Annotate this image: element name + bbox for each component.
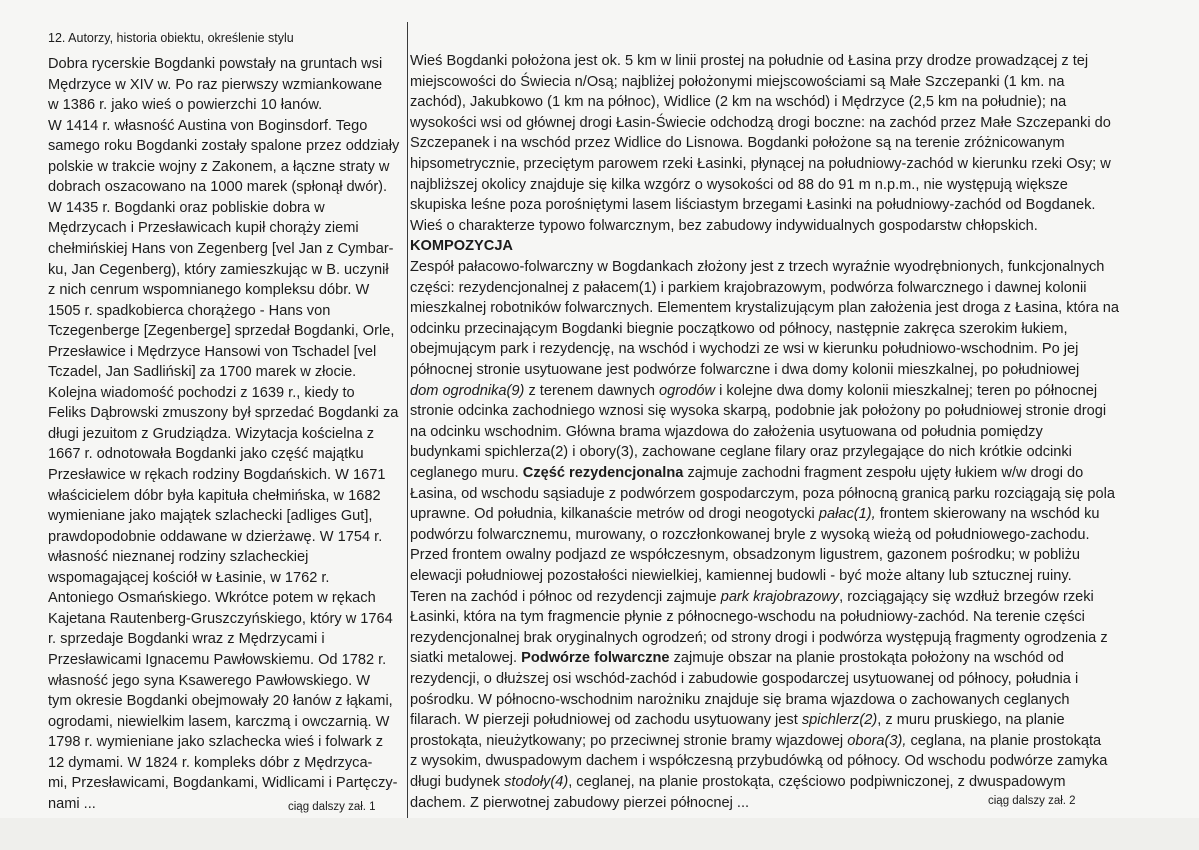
- composition-line: [410, 463, 1083, 483]
- history-line: ku, Jan Cegenberg), który zamieszkując w B. uczynił: [48, 261, 389, 278]
- text-segment: dachem. Z pierwotnej zabudowy pierzei północnej ...: [410, 794, 750, 811]
- history-line: Dobra rycerskie Bogdanki powstały na gruntach wsi: [48, 56, 383, 72]
- composition-line: [410, 587, 1094, 607]
- text-segment: zajmuje zachodni fragment zespołu ujęty łukiem w/w drogi do: [683, 465, 1084, 481]
- composition-line: [410, 422, 1043, 442]
- continued-note-1: ciąg dalszy zał. 1: [288, 801, 376, 813]
- text-segment: elewacji południowej pozostałości niewielkiej, kamiennej budowli - być może altany lub sztucznej ruiny.: [410, 568, 1072, 584]
- text-segment: stodoły(4): [504, 774, 569, 790]
- composition-line: [410, 545, 1080, 565]
- text-segment: pośrodku. W północno-wschodnim narożniku znajduje się brama wjazdowa o zachowanych ceglanych: [410, 691, 1070, 708]
- history-line: Przesławicami Ignacemu Pawłowskiemu. Od 1782 r.: [48, 651, 387, 668]
- composition-line: [410, 175, 1068, 195]
- text-segment: KOMPOZYCJA: [410, 238, 513, 255]
- composition-line: [410, 710, 1065, 730]
- composition-line: [410, 731, 1101, 751]
- composition-line: [410, 669, 1078, 689]
- history-line: Przesławice w rękach rodziny Bogdańskich. W 1671: [48, 467, 386, 483]
- history-line: 1505 r. spadkobierca chorążego - Hans von: [48, 302, 331, 319]
- text-segment: Łasina, od wschodu sąsiaduje z podwórzem gospodarczym, poza północną granicą parku rozciągają się pola: [410, 485, 1115, 502]
- page-bottom-margin: [0, 818, 1199, 850]
- text-segment: i kolejne dwa domy kolonii mieszkalnej; teren po północnej: [715, 382, 1098, 399]
- text-segment: na odcinku wschodnim. Główna brama wjazdowa do założenia usytuowana od południa pomiędzy: [410, 423, 1043, 440]
- text-segment: spichlerz(2): [801, 712, 878, 729]
- composition-line: [410, 319, 1068, 339]
- composition-line: [410, 154, 1111, 174]
- section-header: 12. Autorzy, historia obiektu, określenie stylu: [48, 31, 294, 45]
- composition-line: [410, 298, 1119, 318]
- history-line: tym okresie Bogdanki obejmowały 20 łanów z łąkami,: [48, 693, 393, 710]
- history-line: właścicielem dóbr była kapituła chełmińska, w 1682: [48, 487, 381, 504]
- composition-line: [410, 51, 1088, 71]
- composition-line: [410, 216, 1038, 236]
- text-segment: podwórzu folwarcznemu, murowany, o rozczłonkowanej bryle z wysoką wieżą od południowego-zachodu.: [410, 526, 1090, 543]
- composition-line: [410, 195, 1095, 215]
- text-segment: ogrodów: [659, 382, 716, 399]
- text-segment: północnej stronie usytuowane jest podwórze folwarczne i dwa domy kolonii mieszkalnej, po południowej: [410, 362, 1080, 378]
- history-line: nami ...: [48, 795, 96, 812]
- text-segment: Zespół pałacowo-folwarczny w Bogdankach złożony jest z trzech wyraźnie wyodrębnionych, funkcjonalnych: [410, 259, 1105, 275]
- column-divider: [407, 22, 408, 818]
- composition-line: [410, 401, 1106, 421]
- composition-line: [410, 793, 749, 813]
- text-segment: stronie odcinka zachodniego wznosi się wysoka skarpą, podobnie jak położony po południowej stronie drogi: [410, 403, 1107, 420]
- text-segment: budynkami spichlerza(2) i obory(3), zachowane ceglane filary oraz przylegające do nich krótkie odcinki: [410, 444, 1072, 461]
- composition-line: [410, 133, 1065, 153]
- composition-line: [410, 504, 1100, 524]
- history-line: własność jego syna Ksawerego Pawłowskiego. W: [48, 672, 371, 689]
- text-segment: mieszkalnej robotników folwarcznych. Elementem krystalizującym plan założenia jest droga z Łasina, która na: [410, 300, 1119, 317]
- text-segment: , ceglanej, na planie prostokąta, częściowo podpiwniczonej, z dwuspadowym: [568, 774, 1066, 790]
- history-line: chełmińskiej Hans von Zegenberg [vel Jan z Cymbar-: [48, 240, 394, 257]
- text-segment: Szczepanek i na wschód przez Widlice do Lisnowa. Bogdanki położone są na terenie zróżnicowanym: [410, 135, 1065, 152]
- history-line: r. sprzedaje Bogdanki wraz z Mędrzycami i: [48, 631, 325, 648]
- text-segment: części: rezydencjonalnej z pałacem(1) i parkiem krajobrazowym, podwórza folwarcznego i dawnej kolonii: [410, 279, 1087, 296]
- composition-line: [410, 772, 1065, 792]
- text-segment: Część rezydencjonalna: [522, 465, 684, 481]
- history-line: w 1386 r. jako wieś o powierzchi 10 łanów.: [48, 97, 323, 114]
- text-segment: siatki metalowej.: [410, 650, 522, 667]
- text-segment: obora(3),: [847, 732, 907, 749]
- composition-line: [410, 648, 1064, 668]
- text-segment: frontem skierowany na wschód ku: [875, 506, 1100, 523]
- history-line: polskie w trakcie wojny z Zakonem, a łączne straty w: [48, 158, 390, 175]
- text-segment: pałac(1),: [818, 506, 876, 523]
- composition-line: [410, 257, 1104, 277]
- history-line: długi jezuitom z Grudziądza. Wizytacja kościelna z: [48, 425, 375, 442]
- text-segment: Przed frontem owalny podjazd ze współczesnym, obsadzonym ligustrem, gazonem pośrodku; w pobliżu: [410, 547, 1081, 564]
- history-line: samego roku Bogdanki zostały spalone przez oddziały: [48, 138, 400, 155]
- text-segment: dom ogrodnika(9): [410, 382, 525, 399]
- composition-line: [410, 566, 1072, 586]
- composition-line: [410, 72, 1065, 92]
- text-segment: prostokąta, nieużytkowany; po przeciwnej stronie bramy wjazdowej: [410, 732, 848, 749]
- composition-line: [410, 360, 1079, 380]
- text-segment: Wieś Bogdanki położona jest ok. 5 km w linii prostej na południe od Łasina przy drodze prowadzącej z tej: [410, 53, 1089, 69]
- history-line: ogrodami, niewielkim lasem, karczmą i owczarnią. W: [48, 713, 390, 730]
- text-segment: zachód), Jakubkowo (1 km na północ), Widlice (2 km na wschód) i Mędrzyce (2,5 km na południe); na: [410, 94, 1067, 111]
- text-segment: filarach. W pierzeji południowej od zachodu usytuowany jest: [410, 712, 802, 729]
- history-line: Przesławice i Mędrzyce Hansowi von Tschadel [vel: [48, 343, 377, 360]
- text-segment: obejmującym park i rezydencję, na wschód i wychodzi ze wsi w kierunku południowo-wschodnim. Po jej: [410, 341, 1079, 358]
- text-segment: zajmuje obszar na planie prostokąta położony na wschód od: [669, 650, 1064, 667]
- composition-line: [410, 339, 1078, 359]
- text-segment: skupiska leśne poza porośniętymi lasem liściastym brzegami Łasinki na południowy-zachód od Bogdanek.: [410, 197, 1096, 214]
- text-segment: , z muru pruskiego, na planie: [877, 712, 1065, 729]
- continued-note-2: ciąg dalszy zał. 2: [988, 795, 1076, 807]
- text-segment: hipsometrycznie, przeciętym parowem rzeki Łasinki, płynącej na południowy-zachód w kierunku rzeki Osy; w: [410, 156, 1111, 172]
- composition-line: [410, 628, 1108, 648]
- history-line: Kajetana Rautenberg-Gruszczyńskiego, który w 1764: [48, 610, 393, 627]
- text-segment: odcinku przecinającym Bogdanki biegnie początkowo od północy, następnie zakręca szerokim łukiem,: [410, 320, 1068, 337]
- text-segment: rezydencjonalnej brak oryginalnych ogrodzeń; od strony drogi i podwórza występują fragmenty ogrodzenia z: [410, 629, 1108, 646]
- composition-line: [410, 92, 1066, 112]
- composition-line: [410, 381, 1097, 401]
- history-line: Antoniego Osmańskiego. Wkrótce potem w rękach: [48, 590, 376, 607]
- text-segment: ceglana, na planie prostokąta: [906, 732, 1102, 749]
- text-segment: Teren na zachód i północ od rezydencji zajmuje: [410, 588, 721, 605]
- text-segment: Łasinki, która na tym fragmencie płynie z północnego-wschodu na południowy-zachód. Na terenie części: [410, 609, 1085, 626]
- history-line: wspomagającej kościół w Łasinie, w 1762 r.: [48, 569, 330, 586]
- history-column: [0, 0, 407, 818]
- text-segment: długi budynek: [410, 774, 505, 790]
- history-line: Kolejna wiadomość pochodzi z 1639 r., kiedy to: [48, 384, 355, 401]
- history-line: prawdopodobnie oddawane w dzierżawę. W 1754 r.: [48, 528, 383, 545]
- composition-line: [410, 442, 1072, 462]
- text-segment: rezydencji, o dłuższej osi wschód-zachód i zabudowie gospodarczej usytuowanej od północy, południa i: [410, 671, 1079, 687]
- text-segment: Podwórze folwarczne: [521, 650, 670, 667]
- text-segment: najbliższej okolicy znajduje się kilka wzgórz o wysokości od 88 do 91 m n.p.m., nie występują większe: [410, 176, 1068, 193]
- text-segment: Wieś o charakterze typowo folwarcznym, bez zabudowy indywidualnych gospodarstw chłopskich.: [410, 217, 1038, 234]
- composition-line: [410, 690, 1070, 710]
- history-line: Tczadel, Jan Sadliński] za 1700 marek w złocie.: [48, 364, 357, 381]
- history-line: Mędrzycach i Przesławicach kupił chorąży ziemi: [48, 220, 359, 237]
- history-line: W 1414 r. własność Austina von Boginsdorf. Tego: [48, 117, 368, 134]
- history-line: Mędrzyce w XIV w. Po raz pierwszy wzmiankowane: [48, 76, 383, 93]
- location-composition-column: [410, 0, 1190, 818]
- text-segment: uprawne. Od południa, kilkanaście metrów od drogi neogotycki: [410, 506, 819, 523]
- text-segment: miejscowości do Świecia n/Osą; najbliżej położonymi miejscowościami są Małe Szczepanki (1 km. na: [410, 73, 1065, 90]
- history-line: 1667 r. odnotowała Bogdanki jako część majątku: [48, 446, 364, 463]
- history-line: Tczegenberge [Zegenberge] sprzedał Bogdanki, Orle,: [48, 323, 395, 340]
- history-line: 1798 r. wymieniane jako szlachecka wieś i folwark z: [48, 734, 383, 751]
- history-line: wymieniane jako majątek szlachecki [adliges Gut],: [48, 508, 373, 525]
- history-line: W 1435 r. Bogdanki oraz pobliskie dobra w: [48, 199, 325, 216]
- composition-line: [410, 607, 1085, 627]
- history-line: własność nieznanej rodziny szlacheckiej: [48, 549, 309, 566]
- composition-line: [410, 278, 1086, 298]
- history-line: Feliks Dąbrowski zmuszony był sprzedać Bogdanki za: [48, 405, 399, 422]
- history-line: mi, Przesławicami, Bogdankami, Widlicami i Partęczy-: [48, 775, 398, 792]
- text-segment: z terenem dawnych: [524, 382, 660, 399]
- composition-line: [410, 525, 1090, 545]
- history-line: z nich cenrum wspomnianego kompleksu dóbr. W: [48, 282, 370, 299]
- text-segment: ceglanego muru.: [410, 465, 523, 481]
- history-line: dobrach oszacowano na 1000 marek (spłonął dwór).: [48, 179, 388, 196]
- text-segment: wysokości wsi od głównej drogi Łasin-Świecie odchodzą drogi boczne: na zachód przez Małe Szczepanki do: [410, 114, 1111, 131]
- composition-line: [410, 751, 1107, 771]
- heading-kompozycja: [410, 236, 513, 256]
- text-segment: park krajobrazowy: [720, 588, 840, 605]
- composition-line: [410, 484, 1115, 504]
- text-segment: , rozciągający się wzdłuż brzegów rzeki: [839, 588, 1094, 605]
- composition-line: [410, 113, 1111, 133]
- history-line: 12 dymami. W 1824 r. kompleks dóbr z Mędrzyca-: [48, 754, 373, 771]
- text-segment: z wysokim, dwuspadowym dachem i współczesną przybudówką od północy. Od wschodu podwórze zamyka: [410, 753, 1108, 770]
